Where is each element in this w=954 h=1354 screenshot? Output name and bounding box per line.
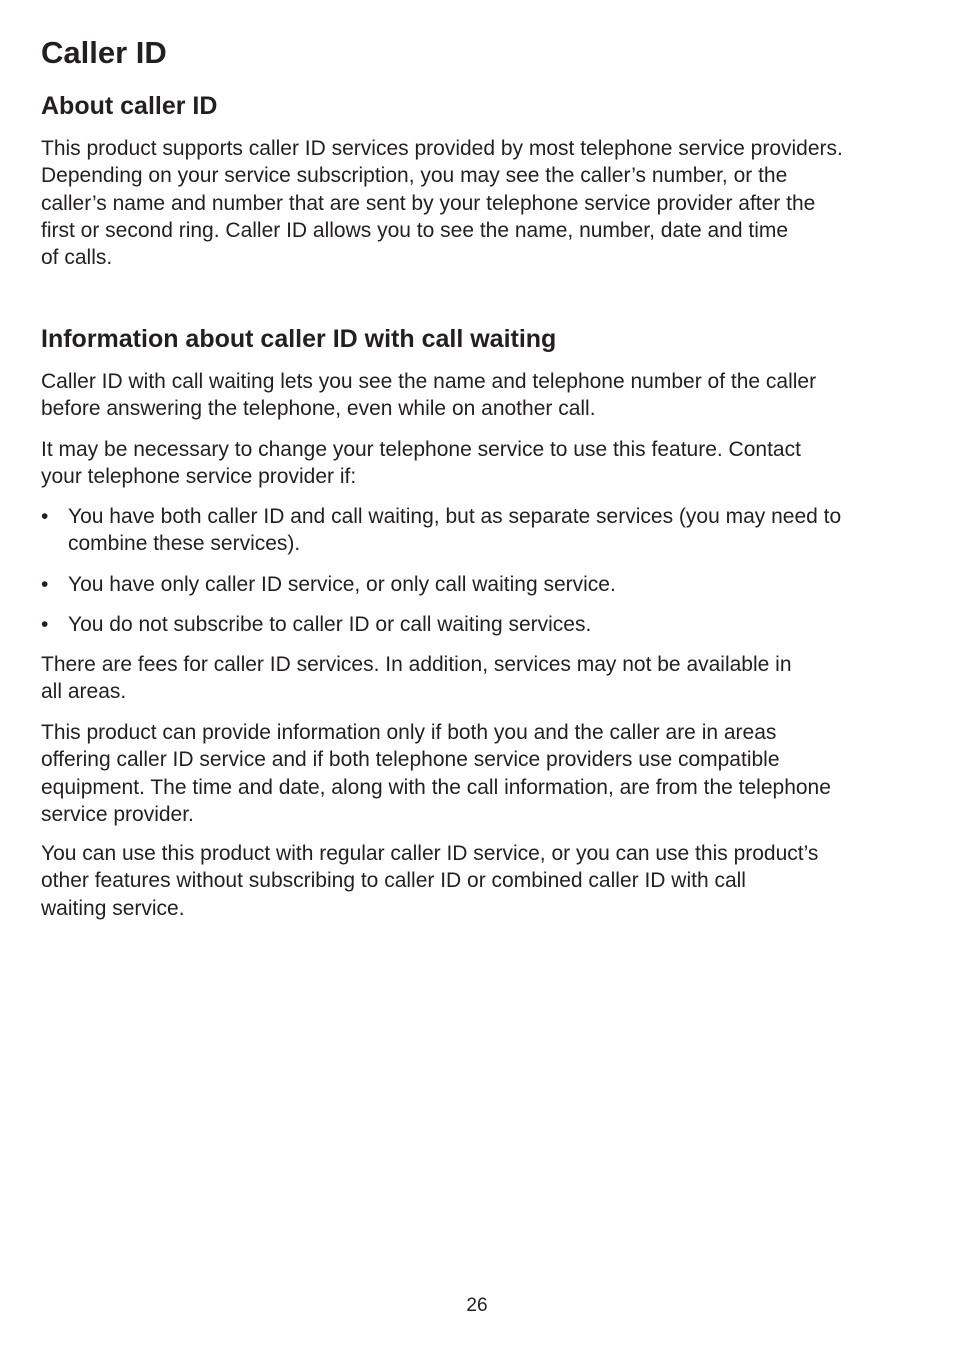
page-title: Caller ID	[41, 35, 167, 70]
list-item-line: combine these services).	[68, 532, 301, 556]
paragraph-line: service provider.	[41, 802, 194, 826]
paragraph-line: equipment. The time and date, along with the call information, are from the telephone	[41, 775, 831, 799]
paragraph-line: It may be necessary to change your telephone service to use this feature. Contact	[41, 438, 801, 461]
list-item-line: You have only caller ID service, or only call waiting service.	[68, 573, 616, 596]
bullet-icon: •	[41, 573, 49, 596]
paragraph-line: first or second ring. Caller ID allows you to see the name, number, date and time	[41, 218, 789, 242]
usage-paragraph	[41, 840, 818, 922]
about-paragraph	[41, 135, 843, 271]
paragraph-line: This product supports caller ID services provided by most telephone service providers.	[41, 137, 843, 160]
paragraph-line: You can use this product with regular caller ID service, or you can use this product’s	[41, 842, 819, 865]
page-number: 26	[466, 1295, 488, 1316]
paragraph-line: caller’s name and number that are sent by your telephone service provider after the	[41, 191, 816, 215]
list-item-line: You do not subscribe to caller ID or call waiting services.	[68, 613, 592, 636]
paragraph-line: waiting service.	[41, 896, 185, 920]
paragraph-line: of calls.	[41, 246, 113, 270]
paragraph-line: offering caller ID service and if both telephone service providers use compatible	[41, 748, 780, 772]
list-item-text	[68, 503, 841, 558]
paragraph-line: There are fees for caller ID services. In addition, services may not be available in	[41, 653, 792, 676]
paragraph-line: before answering the telephone, even while on another call.	[41, 397, 596, 421]
paragraph-line: your telephone service provider if:	[41, 465, 357, 489]
paragraph-line: Depending on your service subscription, you may see the caller’s number, or the	[41, 164, 788, 188]
service-areas-paragraph	[41, 719, 831, 828]
about-heading: About caller ID	[41, 92, 218, 120]
bullet-icon: •	[41, 505, 49, 528]
call-waiting-intro-paragraph	[41, 368, 816, 423]
paragraph-line: all areas.	[41, 680, 127, 704]
fees-paragraph	[41, 651, 792, 706]
call-waiting-heading: Information about caller ID with call waiting	[41, 325, 557, 353]
paragraph-line: This product can provide information only if both you and the caller are in areas	[41, 721, 777, 744]
contact-provider-paragraph	[41, 436, 801, 491]
list-item-line: You have both caller ID and call waiting, but as separate services (you may need to	[68, 505, 842, 528]
paragraph-line: Caller ID with call waiting lets you see the name and telephone number of the caller	[41, 370, 817, 393]
list-item-text	[68, 611, 591, 638]
bullet-icon: •	[41, 613, 49, 636]
list-item-text	[68, 571, 616, 598]
paragraph-line: other features without subscribing to caller ID or combined caller ID with call	[41, 869, 746, 893]
